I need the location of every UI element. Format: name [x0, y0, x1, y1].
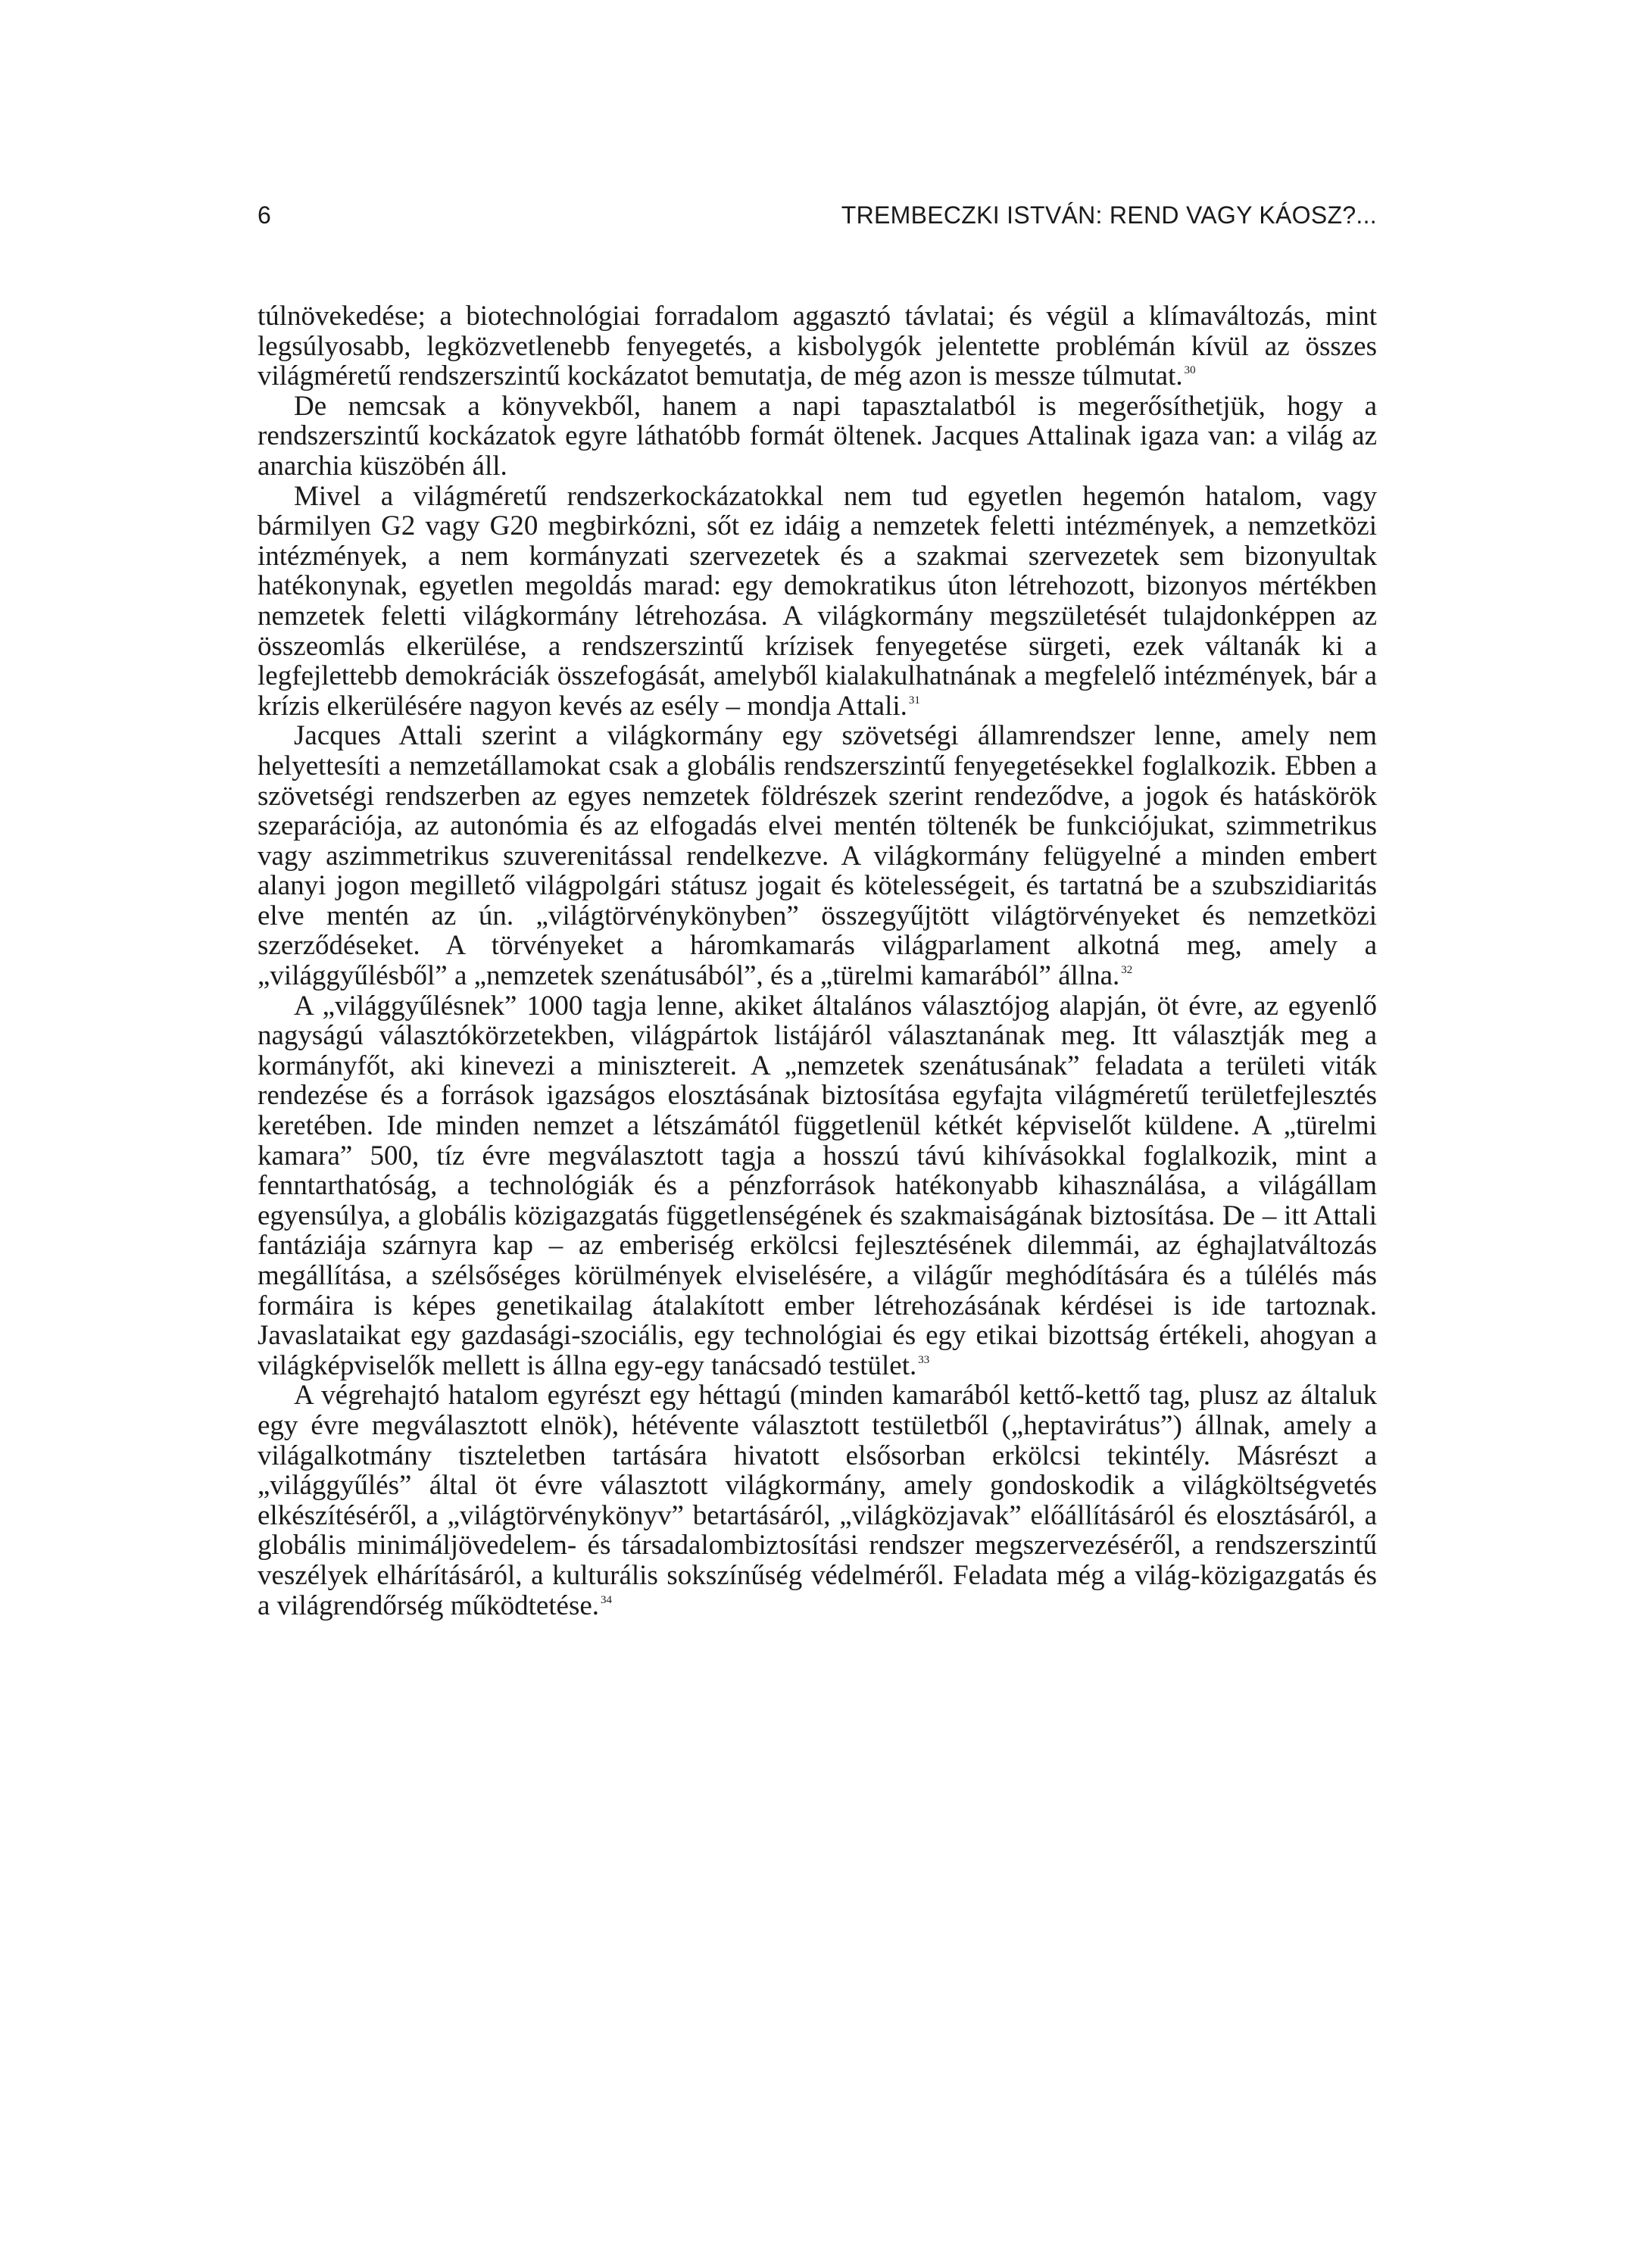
running-title: TREMBECZKI ISTVÁN: REND VAGY KÁOSZ?... [841, 201, 1377, 229]
footnote-marker[interactable]: 32 [1121, 964, 1133, 977]
paragraph [258, 301, 1377, 392]
page-number: 6 [258, 201, 272, 229]
body-text [258, 301, 1377, 1621]
footnote-marker[interactable]: 30 [1184, 364, 1196, 377]
paragraph [258, 721, 1377, 990]
footnote-marker[interactable]: 33 [918, 1353, 930, 1366]
footnote-marker[interactable]: 34 [601, 1593, 613, 1606]
paragraph [258, 392, 1377, 482]
paragraph [258, 482, 1377, 722]
paragraph [258, 991, 1377, 1381]
paragraph-text: A „világgyűlésnek” 1000 tagja lenne, akiket általános választójog alapján, öt évre, az egyenlő nagyságú választókörzetekben, világpártok listájáról választanának meg. Itt választják meg a kormányfőt, aki kinevezi a minisztereit. A „nemzetek szenátusának” feladata a területi viták rendezése és a források igazságos elosztásának biztosítása egyfajta világméretű területfejlesztés keretében. Ide minden nemzet a létszámától függetlenül kétkét képviselőt küldene. A „türelmi kamara” 500, tíz évre megválasztott tagja a hosszú távú kihívásokkal foglalkozik, mint a fenntarthatóság, a technológiák és a pénzforrások hatékonyabb kihasználása, a világállam egyensúlya, a globális közigazgatás függetlenségének és szakmaiságának biztosítása. De – itt Attali fantáziája szárnyra kap – az emberiség erkölcsi fejlesztésének dilemmái, az éghajlatváltozás megállítása, a szélsőséges körülmények elviselésére, a világűr meghódítására és a túlélés más formáira is képes genetikailag átalakított ember létrehozásának kérdései is ide tartoznak. Javaslataikat egy gazdasági-szociális, egy technológiai és egy etikai bizottság értékeli, ahogyan a világképviselők mellett is állna egy-egy tanácsadó testület. [258, 990, 1377, 1381]
footnote-marker[interactable]: 31 [908, 694, 920, 707]
paragraph-text: Mivel a világméretű rendszerkockázatokkal nem tud egyetlen hegemón hatalom, vagy bármilyen G2 vagy G20 megbirkózni, sőt ez idáig a nemzetek feletti intézmények, a nemzetközi intézmények, a nem kormányzati szervezetek és a szakmai szervezetek sem bizonyultak hatékonynak, egyetlen megoldás marad: egy demokratikus úton létrehozott, bizonyos mértékben nemzetek feletti világkormány létrehozása. A világkormány megszületését tulajdonképpen az összeomlás elkerülése, a rendszerszintű krízisek fenyegetése sürgeti, ezek váltanák ki a legfejlettebb demokráciák összefogását, amelyből kialakulhatnának a megfelelő intézmények, bár a krízis elkerülésére nagyon kevés az esély – mondja Attali. [258, 480, 1377, 722]
paragraph-text: A végrehajtó hatalom egyrészt egy héttagú (minden kamarából kettő-kettő tag, plusz az általuk egy évre megválasztott elnök), hétévente választott testületből („heptavirátus”) állnak, amely a világalkotmány tiszteletben tartására hivatott elsősorban erkölcsi tekintély. Másrészt a „világgyűlés” által öt évre választott világkormány, amely gondoskodik a világköltségvetés elkészítéséről, a „világtörvénykönyv” betartásáról, „világközjavak” előállításáról és elosztásáról, a globális minimáljövedelem- és társadalombiztosítási rendszer megszervezéséről, a rendszerszintű veszélyek elhárításáról, a kulturális sokszínűség védelméről. Feladata még a világ-közigazgatás és a világrendőrség működtetése. [258, 1380, 1377, 1621]
paragraph-text: Jacques Attali szerint a világkormány egy szövetségi államrendszer lenne, amely nem helyettesíti a nemzetállamokat csak a globális rendszerszintű fenyegetésekkel foglalkozik. Ebben a szövetségi rendszerben az egyes nemzetek földrészek szerint rendeződve, a jogok és hatáskörök szeparációja, az autonómia és az elfogadás elvei mentén töltenék be funkciójukat, szimmetrikus vagy aszimmetrikus szuverenitással rendelkezve. A világkormány felügyelné a minden embert alanyi jogon megillető világpolgári státusz jogait és kötelességeit, és tartatná be a szubszidiaritás elve mentén az ún. „világtörvénykönyben” összegyűjtött világtörvényeket és nemzetközi szerződéseket. A törvényeket a háromkamarás világparlament alkotná meg, amely a „világgyűlésből” a „nemzetek szenátusából”, és a „türelmi kamarából” állna. [258, 720, 1377, 992]
paragraph [258, 1380, 1377, 1621]
paragraph-text: túlnövekedése; a biotechnológiai forradalom aggasztó távlatai; és végül a klímaváltozás, mint legsúlyosabb, legközvetlenebb fenyegetés, a kisbolygók jelentette problémán kívül az összes világméretű rendszerszintű kockázatot bemutatja, de még azon is messze túlmutat. [258, 301, 1377, 392]
running-header [258, 201, 1377, 238]
paragraph-text: De nemcsak a könyvekből, hanem a napi tapasztalatból is megerősíthetjük, hogy a rendszerszintű kockázatok egyre láthatóbb formát öltenek. Jacques Attalinak igaza van: a világ az anarchia küszöbén áll. [258, 390, 1377, 482]
